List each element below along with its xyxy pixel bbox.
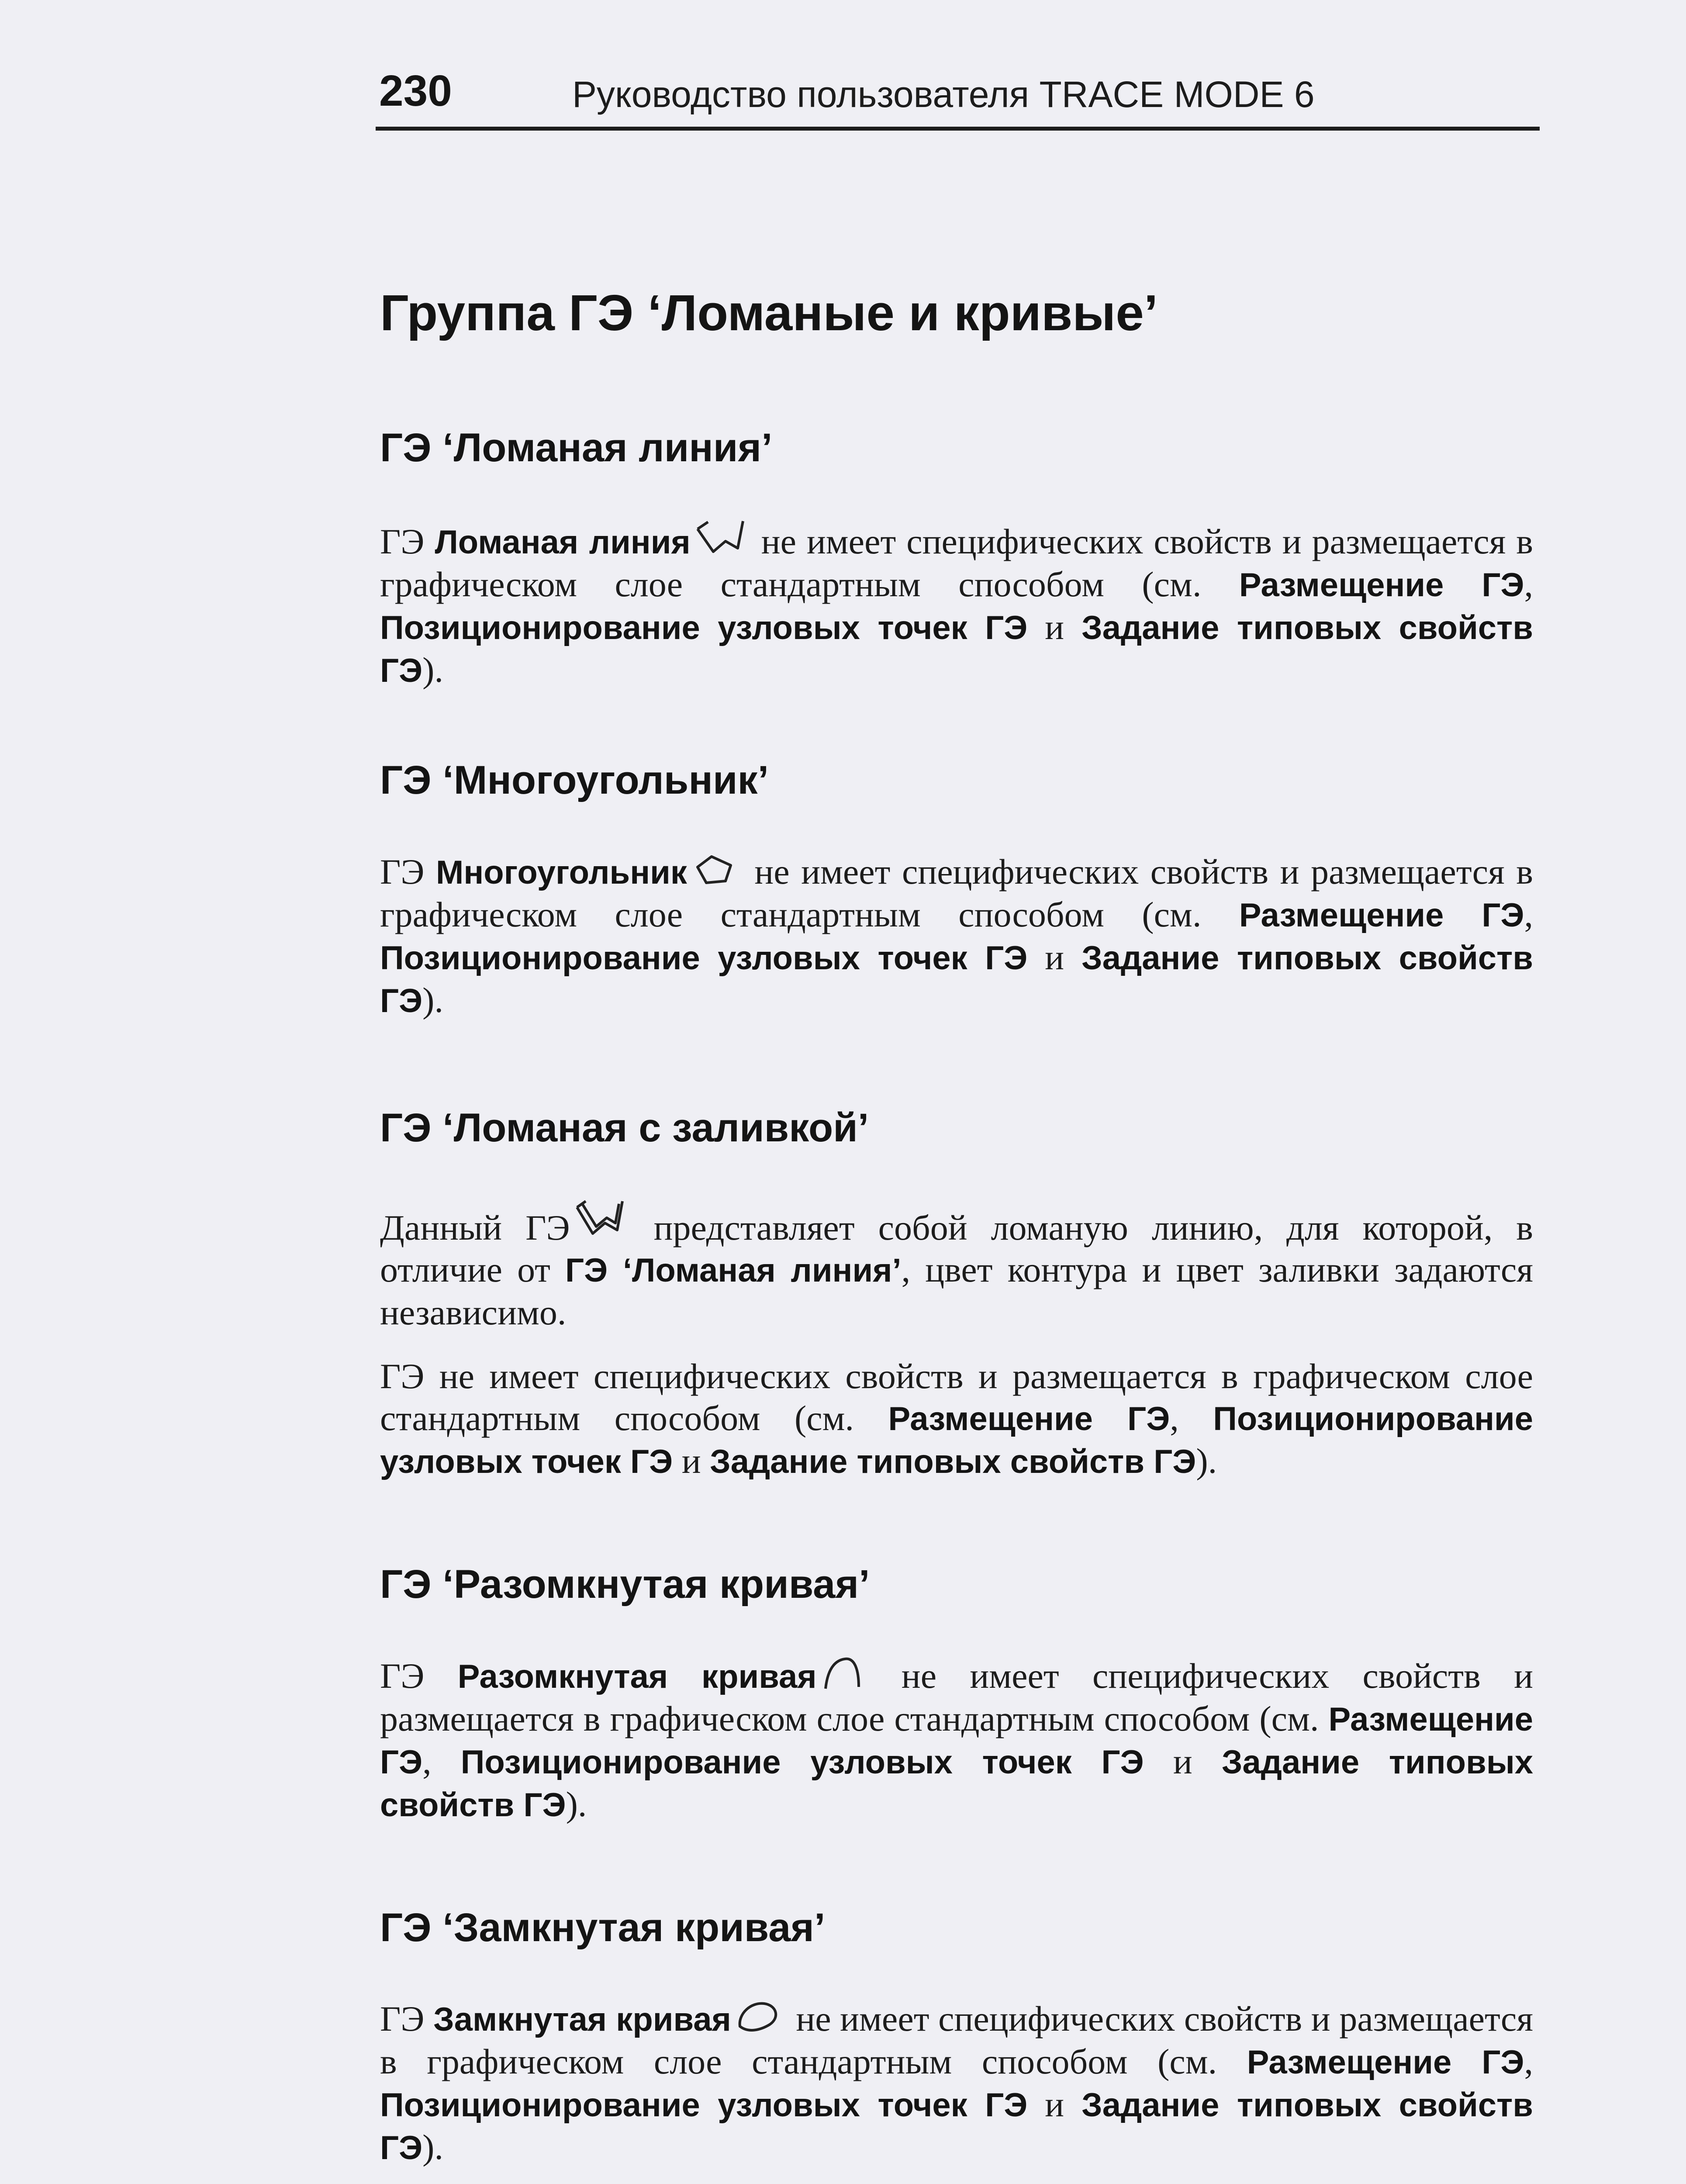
text-sep: и — [1027, 937, 1082, 977]
section-body-closed-curve — [380, 1998, 1533, 2169]
text-sep: , — [1524, 564, 1533, 605]
text-sep: , — [1170, 1398, 1213, 1438]
text-after-icon: не имеет специфических свойств и размещается в графическом слое стандартным способом (см. — [380, 522, 1533, 605]
ref-placement: Размещение ГЭ — [1247, 2044, 1524, 2081]
section-body-filled-polyline-2 — [380, 1355, 1533, 1483]
text-lead: ГЭ не имеет специфических свойств и размещается в графическом слое стандартным способом (см. — [380, 1356, 1533, 1438]
section-title-open-curve: ГЭ ‘Разомкнутая кривая’ — [380, 1562, 870, 1607]
filled-polyline-icon — [574, 1199, 626, 1242]
polygon-icon — [691, 851, 739, 886]
text-end: ). — [1196, 1441, 1217, 1481]
text-after-icon: не имеет специфических свойств и размещается в графическом слое стандартным способом (см. — [380, 1999, 1533, 2082]
section-body-polyline — [380, 518, 1533, 692]
ref-node-positioning: Позиционирование узловых точек ГЭ — [380, 939, 1028, 977]
polyline-icon — [694, 518, 746, 556]
section-body-open-curve — [380, 1655, 1533, 1826]
text-lead: ГЭ — [380, 522, 435, 562]
text-sep: и — [1144, 1741, 1222, 1781]
text-end: ). — [422, 650, 443, 690]
page-number: 230 — [379, 66, 452, 115]
open-curve-icon — [820, 1655, 864, 1690]
closed-curve-icon — [735, 1998, 783, 2033]
ref-node-positioning: Позиционирование узловых точек ГЭ — [380, 609, 1028, 647]
text-lead: ГЭ — [380, 851, 436, 892]
element-name: Ломаная линия — [435, 524, 691, 561]
text-end: ). — [422, 2127, 443, 2167]
ref-typical-properties: Задание типовых свойств ГЭ — [380, 2087, 1534, 2167]
section-body-polygon — [380, 851, 1533, 1022]
text-end: ). — [566, 1784, 587, 1824]
element-name: Замкнутая кривая — [433, 2001, 731, 2039]
ref-typical-properties: Задание типовых свойств ГЭ — [380, 609, 1534, 690]
text-sep: , — [422, 1741, 461, 1781]
text-sep: , — [1524, 2042, 1534, 2082]
page-content — [380, 284, 1533, 2169]
section-title-polyline: ГЭ ‘Ломаная линия’ — [380, 425, 773, 470]
text-end: , цвет контура и цвет заливки задаются независимо. — [380, 1249, 1533, 1332]
section-title-filled-polyline: ГЭ ‘Ломаная с заливкой’ — [380, 1105, 869, 1150]
ref-placement: Размещение ГЭ — [1239, 567, 1524, 604]
text-sep: и — [1027, 607, 1082, 647]
text-after-icon: не имеет специфических свойств и размещается в графическом слое стандартным способом (см. — [380, 1655, 1533, 1738]
text-after-icon: не имеет специфических свойств и размещается в графическом слое стандартным способом (см. — [380, 851, 1533, 934]
ref-typical-properties: Задание типовых свойств ГЭ — [710, 1443, 1196, 1480]
ref-node-positioning: Позиционирование узловых точек ГЭ — [380, 1400, 1534, 1480]
section-body-filled-polyline-1 — [380, 1199, 1533, 1334]
text-lead: ГЭ — [380, 1999, 434, 2039]
section-title-closed-curve: ГЭ ‘Замкнутая кривая’ — [380, 1905, 826, 1950]
element-name: Разомкнутая кривая — [457, 1658, 817, 1695]
text-after-icon: представляет собой ломаную линию, для которой, в отличие от — [380, 1207, 1533, 1289]
text-lead: ГЭ — [380, 1655, 458, 1696]
ref-typical-properties: Задание типовых свойств ГЭ — [380, 939, 1534, 1019]
running-title: Руководство пользователя TRACE MODE 6 — [572, 74, 1315, 115]
text-lead: Данный ГЭ — [380, 1207, 570, 1248]
ref-placement: Размещение ГЭ — [1239, 896, 1524, 934]
ref-polyline: ГЭ ‘Ломаная линия’ — [565, 1251, 902, 1289]
text-sep: и — [673, 1441, 710, 1481]
element-name: Многоугольник — [436, 854, 687, 891]
ref-node-positioning: Позиционирование узловых точек ГЭ — [380, 2087, 1028, 2124]
group-title: Группа ГЭ ‘Ломаные и кривые’ — [380, 284, 1158, 341]
ref-node-positioning: Позиционирование узловых точек ГЭ — [460, 1743, 1144, 1781]
ref-typical-properties: Задание типовых свойств ГЭ — [380, 1743, 1534, 1824]
section-title-polygon: ГЭ ‘Многоугольник’ — [380, 758, 769, 803]
page-header — [376, 66, 1540, 131]
ref-placement: Размещение ГЭ — [380, 1700, 1533, 1781]
text-sep: и — [1027, 2084, 1082, 2125]
text-sep: , — [1524, 894, 1533, 934]
text-end: ). — [422, 980, 443, 1020]
ref-placement: Размещение ГЭ — [888, 1400, 1170, 1438]
